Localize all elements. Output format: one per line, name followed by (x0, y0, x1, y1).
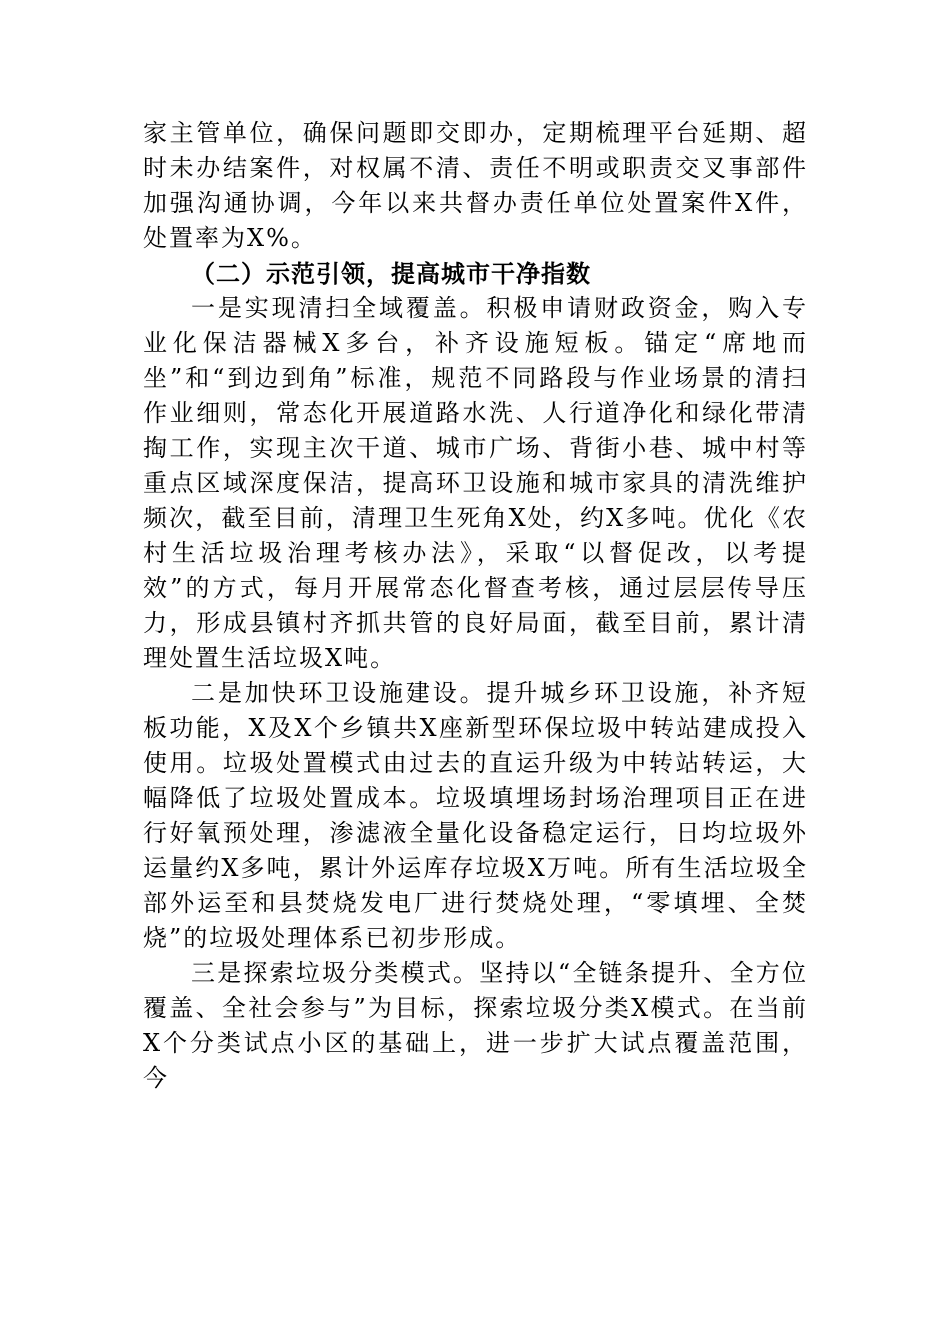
paragraph-waste-sorting: 三是探索垃圾分类模式。坚持以“全链条提升、全方位覆盖、全社会参与”为目标，探索垃圾分类X模式。在当前X个分类试点小区的基础上，进一步扩大试点覆盖范围，今 (143, 959, 808, 1092)
section-heading: （二）示范引领，提高城市干净指数 (191, 259, 591, 288)
paragraph-cleaning-coverage: 一是实现清扫全域覆盖。积极申请财政资金，购入专业化保洁器械X多台，补齐设施短板。锚定“席地而坐”和“到边到角”标准，规范不同路段与作业场景的清扫作业细则，常态化开展道路水洗、人行道净化和绿化带清掏工作，实现主次干道、城市广场、背街小巷、城中村等重点区域深度保洁，提高环卫设施和城市家具的清洗维护频次，截至目前，清理卫生死角X处，约X多吨。优化《农村生活垃圾治理考核办法》，采取“以督促改，以考提效”的方式，每月开展常态化督查考核，通过层层传导压力，形成县镇村齐抓共管的良好局面，截至目前，累计清理处置生活垃圾X吨。 (143, 294, 808, 672)
paragraph-sanitation-facilities: 二是加快环卫设施建设。提升城乡环卫设施，补齐短板功能，X及X个乡镇共X座新型环保垃圾中转站建成投入使用。垃圾处置模式由过去的直运升级为中转站转运，大幅降低了垃圾处置成本。垃圾填埋场封场治理项目正在进行好氧预处理，渗滤液全量化设备稳定运行，日均垃圾外运量约X多吨，累计外运库存垃圾X万吨。所有生活垃圾全部外运至和县焚烧发电厂进行焚烧处理，“零填埋、全焚烧”的垃圾处理体系已初步形成。 (143, 679, 808, 952)
document-body (143, 116, 808, 1096)
paragraph-continuation: 家主管单位，确保问题即交即办，定期梳理平台延期、超时未办结案件，对权属不清、责任不明或职责交叉事部件加强沟通协调，今年以来共督办责任单位处置案件X件，处置率为X%。 (143, 119, 808, 252)
